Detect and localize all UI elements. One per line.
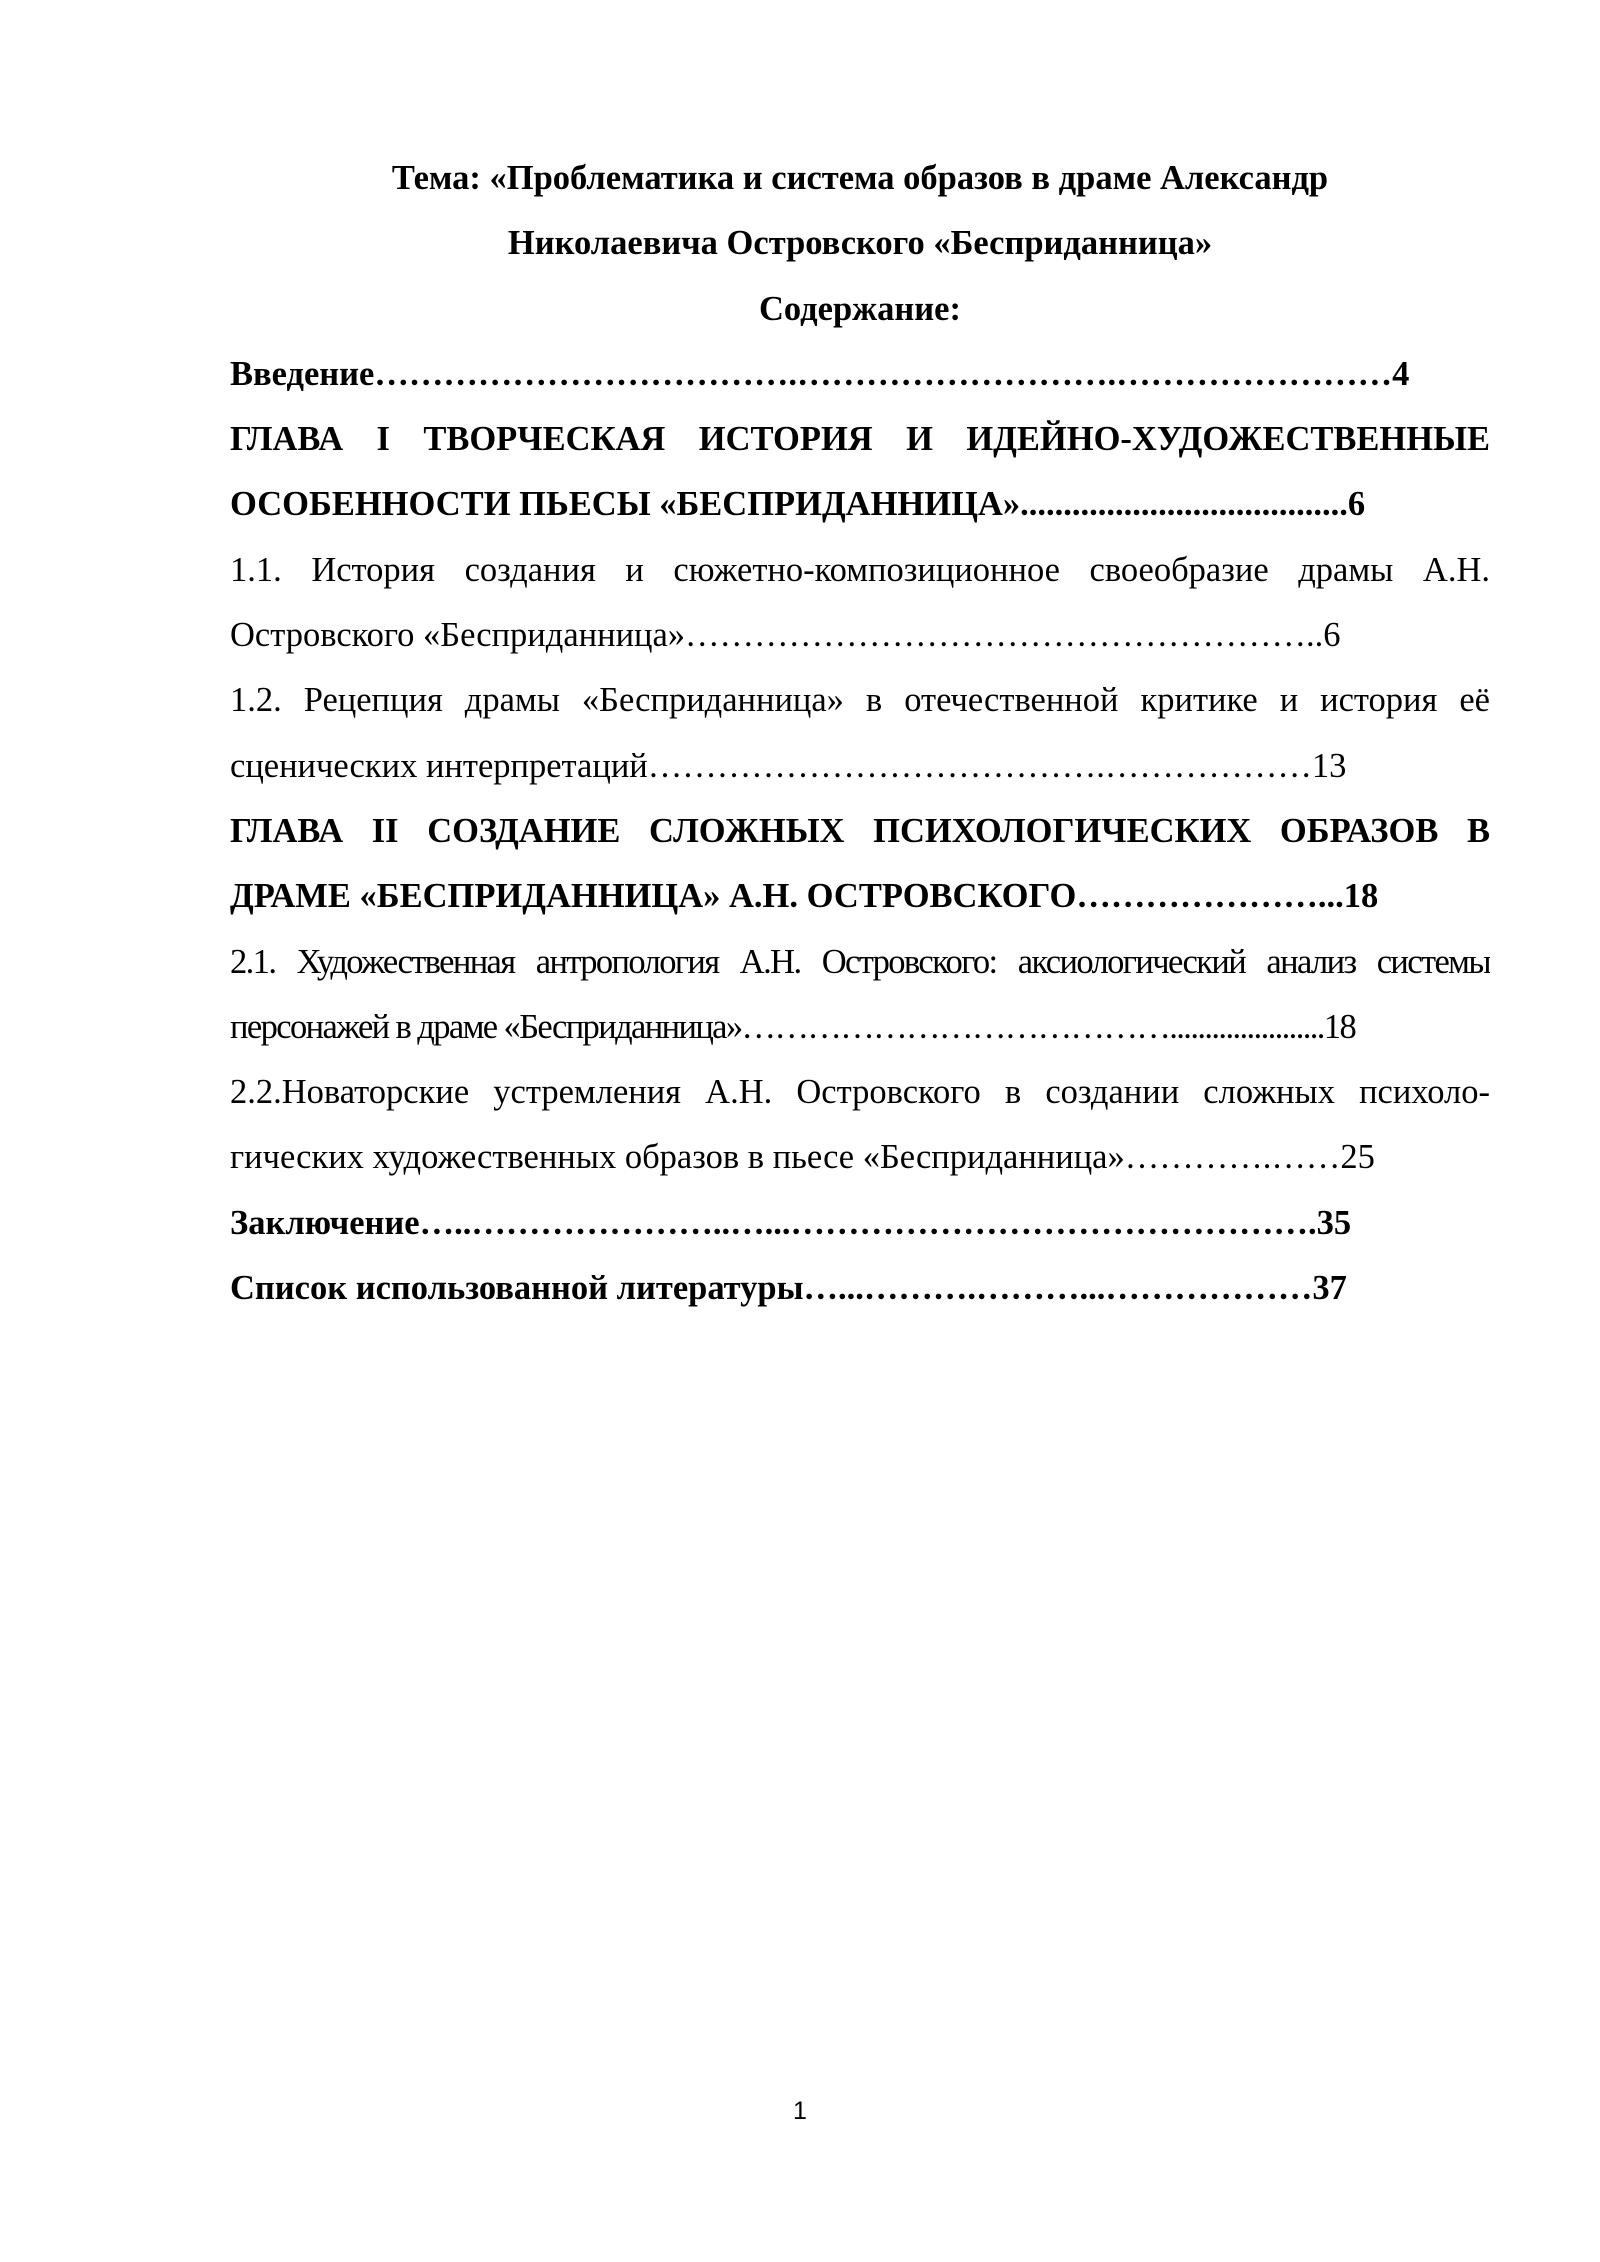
title-line-2: Николаевича Островского «Бесприданница» [507,224,1213,263]
toc-entry-introduction: Введение……………………………….……………………….……………………4 [230,354,1410,393]
toc-entry-section-2-1-line-1: 2.1. Художественная антропология А.Н. Островского: аксиологический анализ системы [230,942,1490,981]
contents-heading: Содержание: [759,289,961,328]
page-number: 1 [793,2097,807,2125]
toc-entry-section-2-2-line-2: гических художественных образов в пьесе «Бесприданница»………….……25 [230,1138,1375,1177]
toc-entry-chapter-1-line-2: ОСОБЕННОСТИ ПЬЕСЫ «БЕСПРИДАННИЦА»......................................6 [230,485,1366,524]
toc-entry-section-1-2-line-2: сценических интерпретаций………………………………….………………13 [230,746,1347,785]
page-content [230,146,1490,1321]
toc-entry-conclusion: Заключение…..…………………..…...……………………………………….35 [230,1203,1352,1242]
toc-entry-chapter-1-line-1: ГЛАВА I ТВОРЧЕСКАЯ ИСТОРИЯ И ИДЕЙНО-ХУДОЖЕСТВЕННЫЕ [230,420,1490,459]
toc-entry-section-2-2-line-1: 2.2.Новаторские устремления А.Н. Островского в создании сложных психоло- [230,1073,1490,1112]
toc-entry-section-2-1-line-2: персонажей в драме «Бесприданница»…………………………………......................18 [230,1007,1356,1046]
toc-entry-chapter-2-line-1: ГЛАВА II СОЗДАНИЕ СЛОЖНЫХ ПСИХОЛОГИЧЕСКИХ ОБРАЗОВ В [230,811,1490,850]
toc-entry-section-1-1-line-2: Островского «Бесприданница»………………………………………………..6 [230,616,1341,655]
toc-entry-chapter-2-line-2: ДРАМЕ «БЕСПРИДАННИЦА» А.Н. ОСТРОВСКОГО…………………...18 [230,877,1379,916]
toc-entry-section-1-1-line-1: 1.1. История создания и сюжетно-композиционное своеобразие драмы А.Н. [230,550,1490,589]
title-line-1: Тема: «Проблематика и система образов в драме Александр [391,159,1329,197]
toc-entry-section-1-2-line-1: 1.2. Рецепция драмы «Бесприданница» в отечественной критике и история её [230,681,1490,720]
toc-entry-references: Список использованной литературы…...……….………...………………37 [230,1269,1347,1308]
